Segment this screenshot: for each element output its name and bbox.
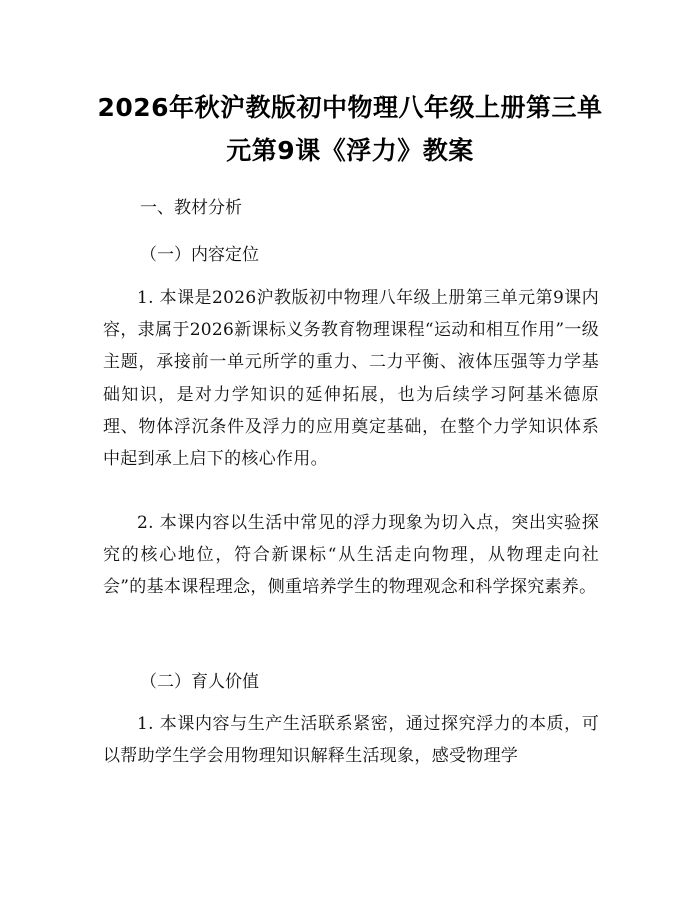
document-title-line-1: 2026年秋沪教版初中物理八年级上册第三单: [97, 93, 603, 122]
subsection-heading-educational-value: （二）育人价值: [140, 672, 259, 692]
paragraph-educational-value-1: 1. 本课内容与生产生活联系紧密，通过探究浮力的本质，可以帮助学生学会用物理知识解释生活现象，感受物理学: [103, 714, 599, 767]
subsection-heading-content-positioning: （一）内容定位: [140, 245, 259, 265]
paragraph-content-positioning-1: 1. 本课是2026沪教版初中物理八年级上册第三单元第9课内容，隶属于2026新课标义务教育物理课程“运动和相互作用”一级主题，承接前一单元所学的重力、二力平衡、液体压强等力学基础知识，是对力学知识的延伸拓展，也为后续学习阿基米德原理、物体浮沉条件及浮力的应用奠定基础，在整个力学知识体系中起到承上启下的核心作用。: [103, 288, 599, 470]
document-title-line-2: 元第9课《浮力》教案: [226, 136, 474, 165]
section-heading-materials-analysis: 一、教材分析: [140, 198, 242, 218]
paragraph-content-positioning-2: 2. 本课内容以生活中常见的浮力现象为切入点，突出实验探究的核心地位，符合新课标“从生活走向物理，从物理走向社会”的基本课程理念，侧重培养学生的物理观念和科学探究素养。: [103, 513, 599, 598]
